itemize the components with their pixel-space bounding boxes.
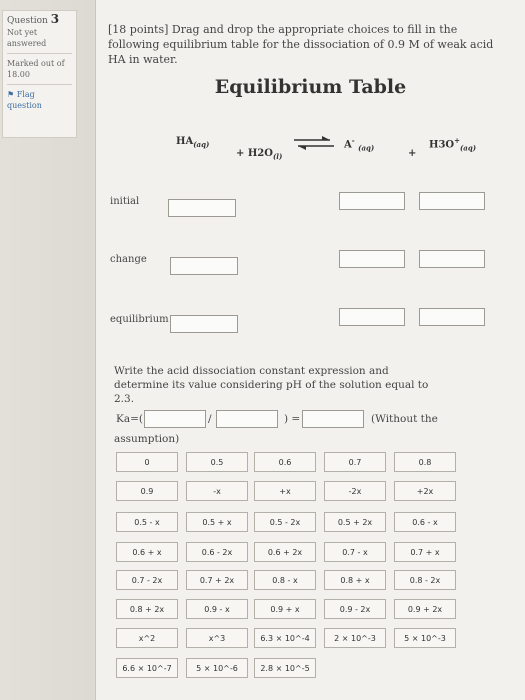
drop-box-initial-a[interactable] (339, 192, 405, 210)
choice-tile[interactable]: 0.6 + 2x (254, 542, 316, 562)
row-label-equilibrium: equilibrium (110, 314, 169, 325)
ha-text: HA (176, 136, 194, 147)
equation-h3o (429, 136, 476, 152)
choice-tile[interactable]: 5 × 10^-3 (394, 628, 456, 648)
drop-box-change-ha[interactable] (170, 257, 238, 275)
question-label: Question (7, 16, 48, 26)
choice-tile[interactable]: x^2 (116, 628, 178, 648)
choice-tile[interactable]: 0.8 - x (254, 570, 316, 590)
choice-tile[interactable]: +2x (394, 481, 456, 501)
row-label-initial: initial (110, 196, 140, 207)
question-prompt: [18 points] Drag and drop the appropriate choices to fill in the following equilibrium table for the dissociation of 0.9 M of weak acid HA in water. (108, 23, 494, 66)
choice-tile[interactable]: 0.8 + 2x (116, 599, 178, 619)
question-number-value: 3 (50, 12, 60, 26)
drop-box-ka-value[interactable] (302, 410, 364, 428)
choice-tile[interactable]: 0.8 + x (324, 570, 386, 590)
choice-tile[interactable]: 0 (116, 452, 178, 472)
flag-label-2: question (7, 101, 42, 110)
a-state: (aq) (358, 143, 375, 153)
status-line-2: answered (7, 39, 47, 48)
choice-tile[interactable]: -x (186, 481, 248, 501)
ka-label: Ka=( (116, 413, 143, 425)
drop-box-initial-h3o[interactable] (419, 192, 485, 210)
drop-box-change-h3o[interactable] (419, 250, 485, 268)
equation-h2o (236, 148, 282, 161)
choice-tile[interactable]: +x (254, 481, 316, 501)
choice-tile[interactable]: 0.5 + x (186, 512, 248, 532)
marks-text (7, 58, 72, 80)
question-number (7, 14, 72, 27)
drop-box-ka-numerator[interactable] (144, 410, 206, 428)
choice-tile[interactable]: 0.6 - x (394, 512, 456, 532)
h2o-text: + H2O (236, 148, 273, 159)
a-text: A (344, 139, 352, 151)
flag-label: Flag (16, 90, 35, 99)
drop-box-change-a[interactable] (339, 250, 405, 268)
choice-tile[interactable]: 0.5 + 2x (324, 512, 386, 532)
choice-tile[interactable]: 2 × 10^-3 (324, 628, 386, 648)
choice-tile[interactable]: 6.6 × 10^-7 (116, 658, 178, 678)
ka-equals: ) = (284, 413, 301, 425)
h2o-state: (l) (272, 152, 283, 161)
drop-box-equilibrium-ha[interactable] (170, 315, 238, 333)
without-label: (Without the (371, 413, 438, 425)
choice-tile[interactable]: 0.9 - 2x (324, 599, 386, 619)
choice-tile[interactable]: 0.7 (324, 452, 386, 472)
status-text (7, 27, 72, 49)
marked-value: 18.00 (7, 70, 30, 79)
choice-tile[interactable]: 0.9 + 2x (394, 599, 456, 619)
equation-a (344, 136, 374, 152)
a-charge: - (351, 136, 355, 145)
choice-tile[interactable]: 6.3 × 10^-4 (254, 628, 316, 648)
drop-box-initial-ha[interactable] (168, 199, 236, 217)
flag-icon: ⚑ (7, 90, 15, 99)
table-title: Equilibrium Table (214, 76, 407, 98)
choice-tile[interactable]: 5 × 10^-6 (186, 658, 248, 678)
choice-tile[interactable]: x^3 (186, 628, 248, 648)
choice-tile[interactable]: 0.7 + 2x (186, 570, 248, 590)
flag-question-link[interactable] (7, 89, 72, 111)
sidebar (0, 0, 96, 700)
h3o-charge: + (454, 136, 460, 145)
choice-tile[interactable]: 2.8 × 10^-5 (254, 658, 316, 678)
ha-state: (aq) (193, 140, 210, 149)
question-content (96, 0, 525, 700)
choice-tile[interactable]: 0.6 - 2x (186, 542, 248, 562)
equation-plus: + (408, 148, 417, 159)
choice-tile[interactable]: 0.6 + x (116, 542, 178, 562)
choice-tile[interactable]: 0.9 - x (186, 599, 248, 619)
choice-tile[interactable]: 0.8 (394, 452, 456, 472)
choice-tile[interactable]: 0.8 - 2x (394, 570, 456, 590)
equation-ha (176, 136, 209, 149)
choice-tile[interactable]: 0.9 + x (254, 599, 316, 619)
drop-box-equilibrium-a[interactable] (339, 308, 405, 326)
choice-tile[interactable]: 0.5 - x (116, 512, 178, 532)
h3o-text: H3O (429, 139, 455, 151)
choice-tile[interactable]: 0.9 (116, 481, 178, 501)
question-info-panel (2, 10, 77, 138)
assumption-label: assumption) (114, 433, 180, 445)
ka-instruction: Write the acid dissociation constant expression and determine its value considering pH of the solution equal to 2.3. (114, 365, 429, 405)
choice-tile[interactable]: -2x (324, 481, 386, 501)
choice-tile[interactable]: 0.5 (186, 452, 248, 472)
choice-tile[interactable]: 0.6 (254, 452, 316, 472)
h3o-state: (aq) (460, 143, 477, 153)
ka-slash: / (208, 413, 212, 425)
drop-box-equilibrium-h3o[interactable] (419, 308, 485, 326)
choice-tile[interactable]: 0.5 - 2x (254, 512, 316, 532)
status-line-1: Not yet (7, 28, 38, 37)
choice-tile[interactable]: 0.7 - 2x (116, 570, 178, 590)
drop-box-ka-denominator[interactable] (216, 410, 278, 428)
marked-label: Marked out of (7, 59, 65, 68)
row-label-change: change (110, 254, 147, 265)
equilibrium-arrow-icon (294, 136, 334, 150)
choice-tile[interactable]: 0.7 + x (394, 542, 456, 562)
choice-tile[interactable]: 0.7 - x (324, 542, 386, 562)
